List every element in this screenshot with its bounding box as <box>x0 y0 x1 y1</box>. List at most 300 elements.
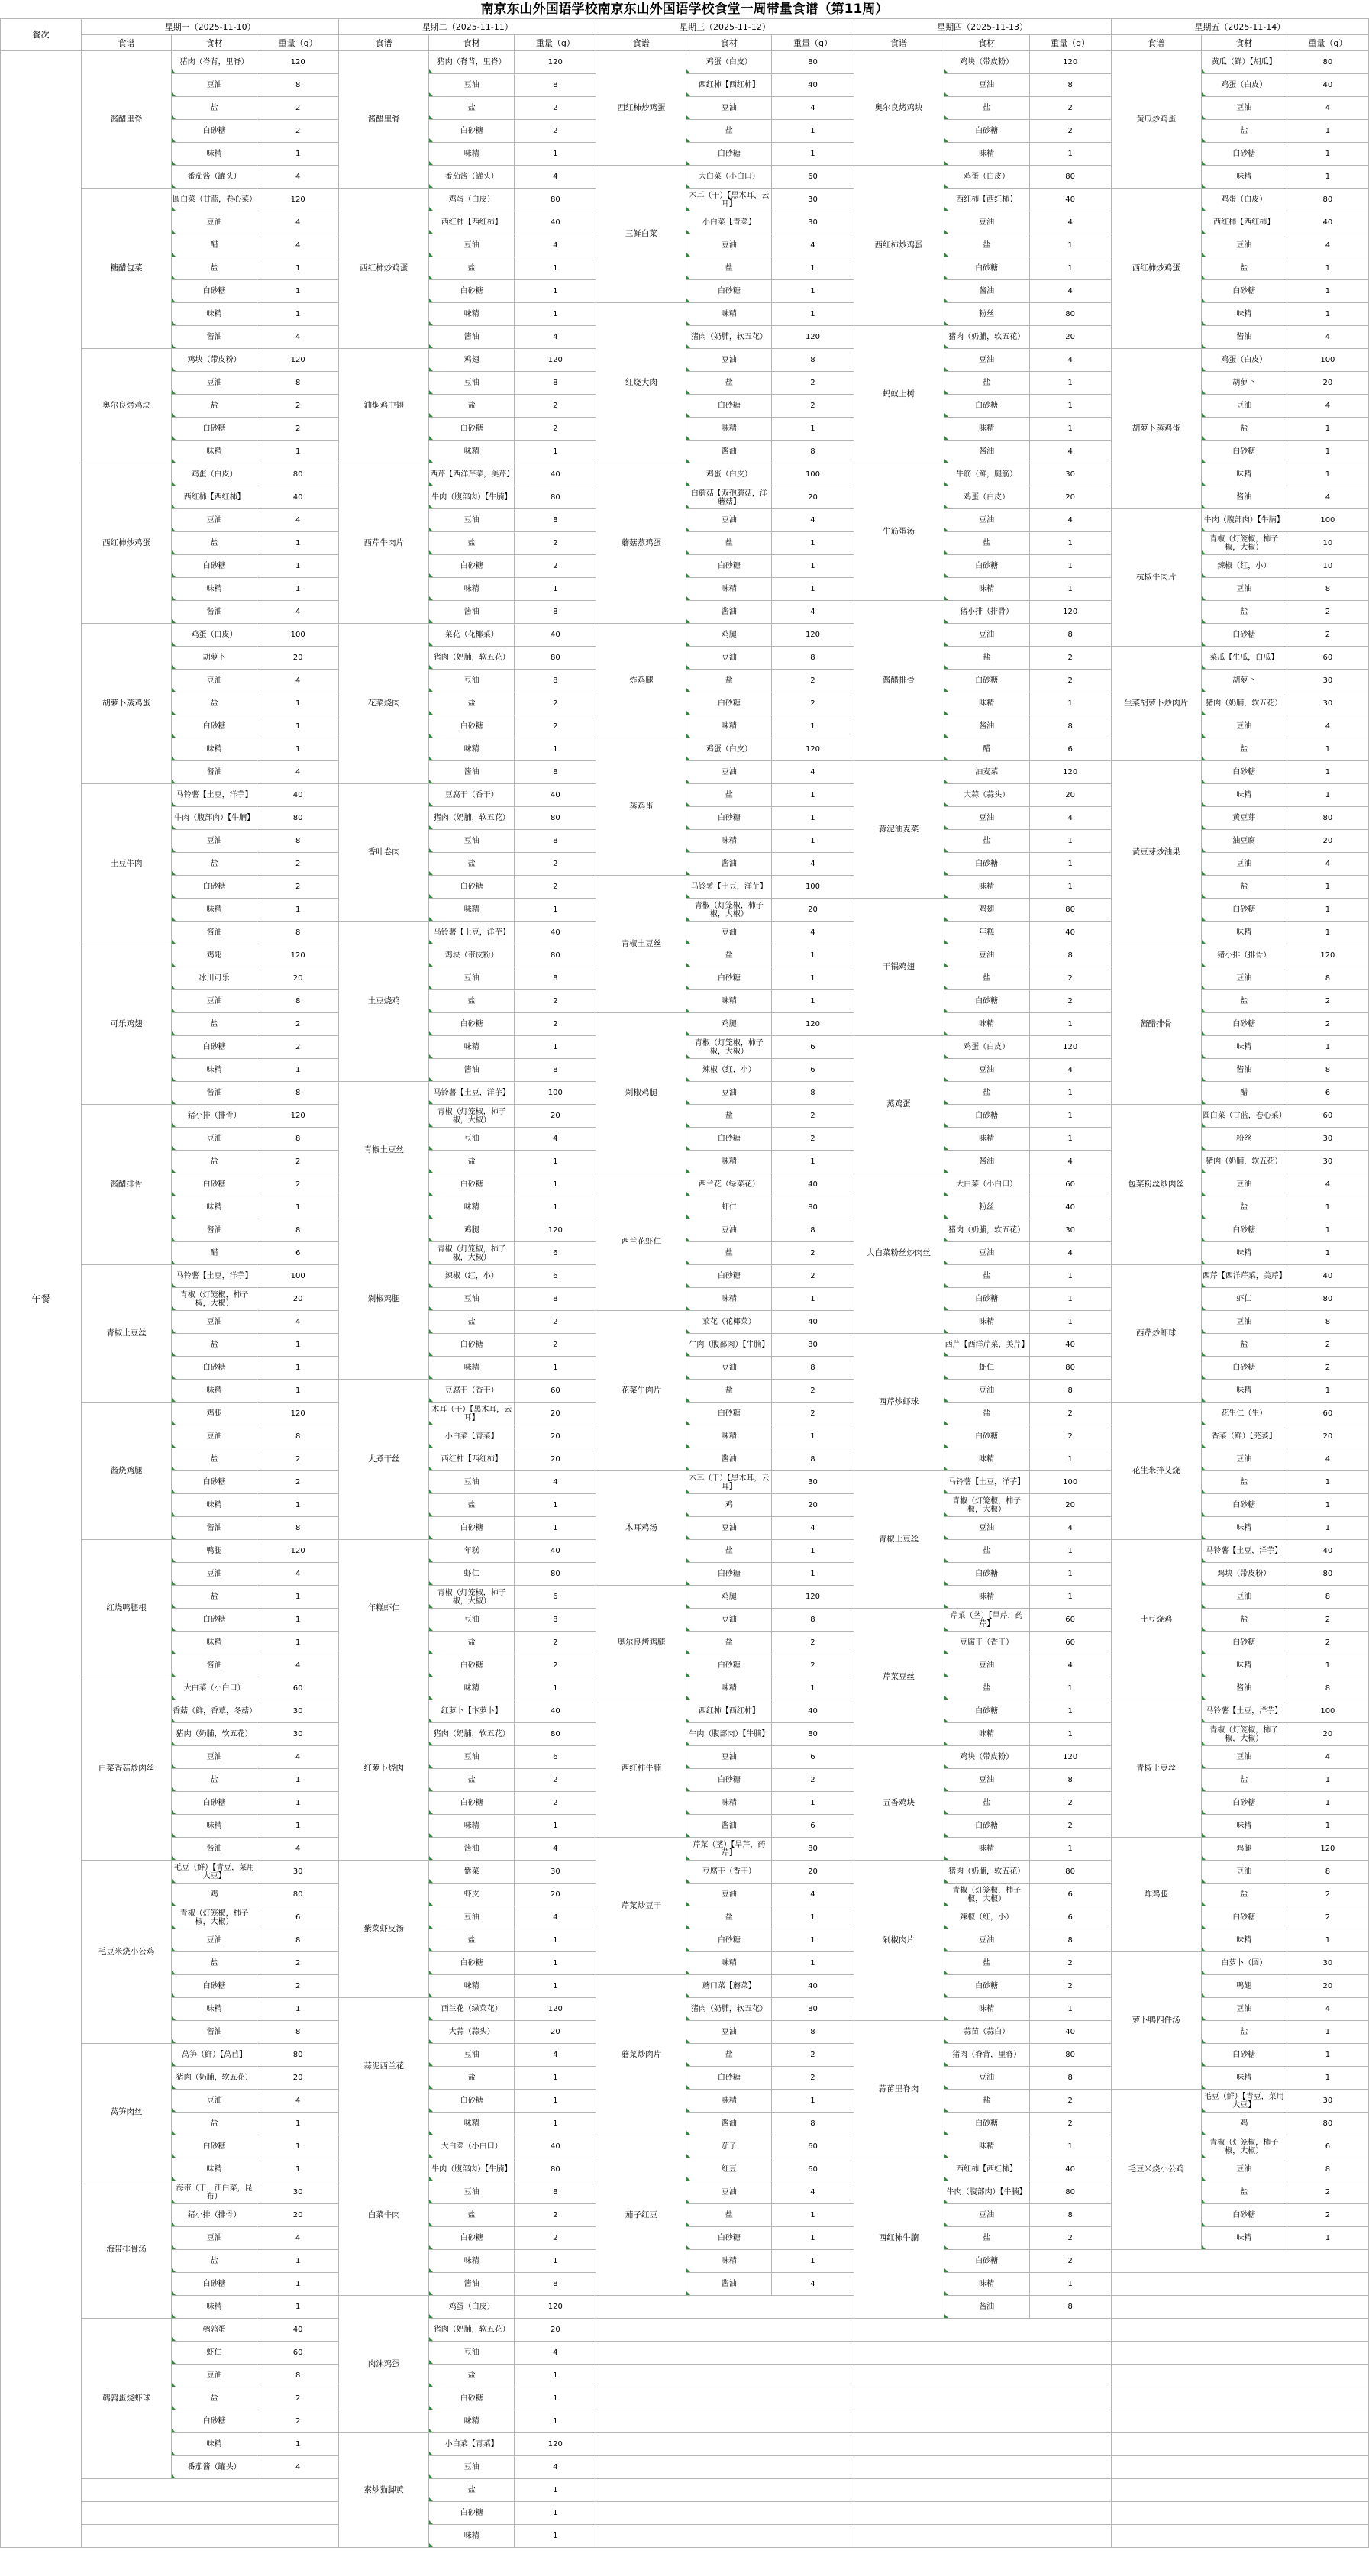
ingredient-name: 味精 <box>172 1815 257 1838</box>
ingredient-weight: 40 <box>772 1700 854 1723</box>
ingredient-name: 味精 <box>686 303 772 326</box>
ingredient-name: 鸡 <box>1201 2113 1287 2135</box>
ingredient-name: 青椒（灯笼椒，柿子椒，大椒） <box>429 1586 515 1609</box>
ingredient-name: 白砂糖 <box>1201 1792 1287 1815</box>
ingredient-name: 菜花（花椰菜） <box>429 624 515 647</box>
ingredient-weight: 10 <box>1287 555 1368 578</box>
ingredient-name: 酱油 <box>172 1219 257 1242</box>
day-header-mon: 星期一（2025-11-10） <box>82 19 339 35</box>
ingredient-weight: 6 <box>772 1815 854 1838</box>
ingredient-name: 味精 <box>944 143 1029 166</box>
ingredient-name: 猪小排（排骨） <box>944 601 1029 624</box>
ingredient-name: 豆油 <box>429 2342 515 2365</box>
ingredient-weight: 2 <box>515 120 596 143</box>
ingredient-weight: 1 <box>1029 234 1111 257</box>
ingredient-weight: 6 <box>1287 1082 1368 1105</box>
ingredient-name: 豆油 <box>1201 234 1287 257</box>
ingredient-weight: 1 <box>1029 1082 1111 1105</box>
ingredient-weight: 1 <box>1029 1013 1111 1036</box>
ingredient-name: 莴笋（鲜）【莴苣】 <box>172 2044 257 2067</box>
ingredient-name: 盐 <box>429 97 515 120</box>
ingredient-weight: 2 <box>515 715 596 738</box>
ingredient-name: 酱油 <box>429 326 515 349</box>
ingredient-name: 虾仁 <box>429 1563 515 1586</box>
ingredient-name: 白砂糖 <box>944 555 1029 578</box>
dish-name: 茄子红豆 <box>596 2135 686 2296</box>
ingredient-name: 盐 <box>686 1242 772 1265</box>
ingredient-name: 西红柿【西红柿】 <box>944 2158 1029 2181</box>
ingredient-weight: 2 <box>257 876 339 899</box>
ingredient-weight: 2 <box>515 1632 596 1654</box>
dish-name: 西芹炒虾球 <box>1111 1265 1201 1403</box>
ingredient-name: 白砂糖 <box>429 555 515 578</box>
ingredient-name: 番茄酱（罐头） <box>429 166 515 189</box>
ingredient-weight: 30 <box>257 2181 339 2204</box>
ingredient-name: 盐 <box>429 692 515 715</box>
ingredient-name: 白砂糖 <box>686 1128 772 1151</box>
day-header-fri: 星期五（2025-11-14） <box>1111 19 1368 35</box>
ingredient-name: 白砂糖 <box>172 2273 257 2296</box>
ingredient-weight: 8 <box>257 990 339 1013</box>
ingredient-weight: 1 <box>257 143 339 166</box>
ingredient-name: 豆油 <box>944 1769 1029 1792</box>
ingredient-weight: 4 <box>257 601 339 624</box>
meal-column-header: 餐次 <box>1 19 82 51</box>
ingredient-weight: 4 <box>1287 486 1368 509</box>
ingredient-weight: 1 <box>1287 738 1368 761</box>
ingredient-name: 马铃薯【土豆，洋芋】 <box>429 1082 515 1105</box>
ingredient-weight: 1 <box>772 532 854 555</box>
ingredient-name: 白砂糖 <box>944 120 1029 143</box>
ingredient-name: 酱油 <box>172 1082 257 1105</box>
ingredient-name: 豆油 <box>944 509 1029 532</box>
ingredient-weight: 1 <box>257 532 339 555</box>
ingredient-name: 盐 <box>172 1151 257 1173</box>
dish-name: 酱醋排骨 <box>82 1105 172 1265</box>
ingredient-weight: 1 <box>1029 532 1111 555</box>
ingredient-name: 豆油 <box>686 647 772 670</box>
ingredient-weight: 1 <box>772 990 854 1013</box>
ingredient-name: 鸡 <box>172 1884 257 1906</box>
ingredient-weight: 120 <box>257 1105 339 1128</box>
ingredient-name: 猪小排（排骨） <box>1201 944 1287 967</box>
ingredient-name: 大白菜（小白口） <box>686 166 772 189</box>
ingredient-name: 青椒（灯笼椒，柿子椒，大椒） <box>686 1036 772 1059</box>
empty-cell <box>596 2456 854 2479</box>
ingredient-name: 白砂糖 <box>1201 1219 1287 1242</box>
empty-cell <box>1111 2479 1368 2502</box>
ingredient-weight: 4 <box>1029 509 1111 532</box>
ingredient-name: 白砂糖 <box>944 257 1029 280</box>
menu-row <box>1 2319 1369 2342</box>
ingredient-name: 马铃薯【土豆，洋芋】 <box>172 784 257 807</box>
dish-name: 奥尔良烤鸡腿 <box>596 1586 686 1700</box>
ingredient-weight: 1 <box>257 578 339 601</box>
dish-column-header: 食谱 <box>339 35 429 51</box>
ingredient-weight: 1 <box>1287 303 1368 326</box>
ingredient-weight: 2 <box>1029 2227 1111 2250</box>
ingredient-name: 牛肉（腹部肉）【牛腩】 <box>686 1723 772 1746</box>
ingredient-weight: 4 <box>772 2273 854 2296</box>
ingredient-weight: 40 <box>515 624 596 647</box>
ingredient-weight: 120 <box>772 1586 854 1609</box>
ingredient-name: 猪小排（排骨） <box>172 1105 257 1128</box>
ingredient-name: 豆油 <box>429 830 515 853</box>
ingredient-weight: 8 <box>515 372 596 395</box>
dish-name: 黄豆芽炒油果 <box>1111 761 1201 944</box>
empty-cell <box>1111 2296 1368 2319</box>
ingredient-name: 辣椒（红，小） <box>686 1059 772 1082</box>
ingredient-weight: 4 <box>1029 1654 1111 1677</box>
ingredient-weight: 8 <box>1029 74 1111 97</box>
ingredient-weight: 2 <box>257 1013 339 1036</box>
ingredient-weight: 8 <box>257 1128 339 1151</box>
ingredient-name: 豆油 <box>429 509 515 532</box>
ingredient-name: 鸭翅 <box>1201 1975 1287 1998</box>
ingredient-name: 鸡腿 <box>429 1219 515 1242</box>
ingredient-weight: 100 <box>772 463 854 486</box>
ingredient-name: 豆油 <box>1201 1746 1287 1769</box>
ingredient-name: 白砂糖 <box>944 1815 1029 1838</box>
ingredient-name: 鸡蛋（白皮） <box>172 624 257 647</box>
ingredient-weight: 120 <box>772 624 854 647</box>
dish-name: 糖醋包菜 <box>82 189 172 349</box>
empty-cell <box>1111 2319 1368 2342</box>
ingredient-name: 酱油 <box>944 2296 1029 2319</box>
menu-row <box>1 2342 1369 2365</box>
ingredient-weight: 1 <box>1287 1380 1368 1403</box>
ingredient-name: 白砂糖 <box>686 2227 772 2250</box>
ingredient-name: 大白菜（小白口） <box>172 1677 257 1700</box>
ingredient-weight: 20 <box>1287 1425 1368 1448</box>
ingredient-weight: 2 <box>772 1265 854 1288</box>
ingredient-weight: 4 <box>1287 1173 1368 1196</box>
ingredient-name: 冰川可乐 <box>172 967 257 990</box>
dish-name: 西芹牛肉片 <box>339 463 429 624</box>
ingredient-name: 香菜（鲜）【芫荽】 <box>1201 1425 1287 1448</box>
empty-cell <box>1111 2387 1368 2410</box>
ingredient-name: 白砂糖 <box>172 1471 257 1494</box>
ingredient-name: 辣椒（红，小） <box>429 1265 515 1288</box>
ingredient-weight: 1 <box>257 899 339 922</box>
menu-row <box>1 1700 1369 1723</box>
ingredient-name: 豆油 <box>172 830 257 853</box>
ingredient-name: 豆油 <box>429 234 515 257</box>
dish-name: 剁椒鸡腿 <box>339 1219 429 1380</box>
ingredient-name: 味精 <box>686 1677 772 1700</box>
ingredient-name: 豆腐干（香干） <box>429 784 515 807</box>
ingredient-name: 白砂糖 <box>172 280 257 303</box>
ingredient-name: 味精 <box>172 1380 257 1403</box>
dish-name: 青椒土豆丝 <box>339 1082 429 1219</box>
page-title: 南京东山外国语学校南京东山外国语学校食堂一周带量食谱（第11周） <box>480 2 889 17</box>
ingredient-weight: 4 <box>772 234 854 257</box>
ingredient-name: 白砂糖 <box>1201 899 1287 922</box>
ingredient-name: 盐 <box>944 647 1029 670</box>
dish-name: 蚂蚁上树 <box>854 326 944 463</box>
ingredient-name: 盐 <box>686 1906 772 1929</box>
ingredient-name: 猪肉（奶脯，软五花） <box>686 1998 772 2021</box>
ingredient-name: 酱油 <box>172 922 257 944</box>
ingredient-name: 味精 <box>1201 463 1287 486</box>
ingredient-name: 盐 <box>944 2227 1029 2250</box>
ingredient-name: 盐 <box>686 1380 772 1403</box>
ingredient-name: 盐 <box>944 1952 1029 1975</box>
ingredient-name: 年糕 <box>944 922 1029 944</box>
ingredient-name: 盐 <box>172 1769 257 1792</box>
dish-column-header: 食谱 <box>854 35 944 51</box>
ingredient-name: 盐 <box>172 692 257 715</box>
ingredient-name: 豆油 <box>686 509 772 532</box>
ingredient-weight: 1 <box>1287 2067 1368 2090</box>
ingredient-weight: 1 <box>772 418 854 441</box>
ingredient-weight: 1 <box>1287 418 1368 441</box>
dish-name: 海带排骨汤 <box>82 2181 172 2319</box>
ingredient-weight: 1 <box>257 2273 339 2296</box>
ingredient-weight: 1 <box>257 2250 339 2273</box>
ingredient-weight: 40 <box>1287 211 1368 234</box>
ingredient-name: 大白菜（小白口） <box>429 2135 515 2158</box>
empty-cell <box>1111 2456 1368 2479</box>
ingredient-weight: 2 <box>257 418 339 441</box>
ingredient-weight: 1 <box>772 1952 854 1975</box>
ingredient-name: 味精 <box>686 2250 772 2273</box>
ingredient-weight: 80 <box>1029 1861 1111 1884</box>
ingredient-weight: 1 <box>1287 2021 1368 2044</box>
dish-name: 西兰花虾仁 <box>596 1173 686 1311</box>
ingredient-name: 味精 <box>429 899 515 922</box>
ingredient-name: 豆油 <box>429 967 515 990</box>
ingredient-weight: 60 <box>257 1677 339 1700</box>
ingredient-name: 鸭腿 <box>172 1540 257 1563</box>
ingredient-name: 盐 <box>1201 2181 1287 2204</box>
ingredient-name: 青椒（灯笼椒，柿子椒，大椒） <box>429 1105 515 1128</box>
empty-cell <box>596 2525 854 2548</box>
ingredient-name: 毛豆（鲜）【青豆，菜用大豆】 <box>172 1861 257 1884</box>
ingredient-weight: 20 <box>515 1403 596 1425</box>
ingredient-name: 豆油 <box>944 624 1029 647</box>
ingredient-name: 豆油 <box>944 1380 1029 1403</box>
ingredient-weight: 2 <box>515 853 596 876</box>
ingredient-weight: 2 <box>257 97 339 120</box>
ingredient-weight: 20 <box>1287 830 1368 853</box>
ingredient-weight: 120 <box>257 944 339 967</box>
ingredient-weight: 2 <box>515 1654 596 1677</box>
ingredient-weight: 80 <box>1029 899 1111 922</box>
ingredient-name: 鸡腿 <box>1201 1838 1287 1861</box>
ingredient-weight: 4 <box>772 601 854 624</box>
ingredient-weight: 1 <box>1029 257 1111 280</box>
ingredient-weight: 1 <box>1287 463 1368 486</box>
ingredient-name: 盐 <box>429 990 515 1013</box>
ingredient-weight: 2 <box>1029 1403 1111 1425</box>
ingredient-name: 白砂糖 <box>1201 761 1287 784</box>
ingredient-weight: 1 <box>257 441 339 463</box>
ingredient-weight: 80 <box>1029 2181 1111 2204</box>
ingredient-name: 豆油 <box>172 1311 257 1334</box>
ingredient-name: 豆油 <box>944 1059 1029 1082</box>
ingredient-name: 白砂糖 <box>172 876 257 899</box>
ingredient-weight: 60 <box>515 1380 596 1403</box>
ingredient-weight: 1 <box>515 1929 596 1952</box>
ingredient-name: 盐 <box>944 1082 1029 1105</box>
ingredient-name: 味精 <box>944 1998 1029 2021</box>
ingredient-weight: 2 <box>257 2410 339 2433</box>
ingredient-weight: 1 <box>1029 1448 1111 1471</box>
ingredient-weight: 8 <box>1029 624 1111 647</box>
ingredient-weight: 20 <box>1029 1494 1111 1517</box>
ingredient-weight: 4 <box>257 211 339 234</box>
dish-name: 油焖鸡中翅 <box>339 349 429 463</box>
ingredient-name: 盐 <box>944 967 1029 990</box>
ingredient-weight: 6 <box>515 1586 596 1609</box>
ingredient-name: 白砂糖 <box>429 1952 515 1975</box>
ingredient-weight: 60 <box>1287 1403 1368 1425</box>
ingredient-name: 味精 <box>686 418 772 441</box>
ingredient-weight: 2 <box>1029 1425 1111 1448</box>
ingredient-weight: 1 <box>1287 1517 1368 1540</box>
ingredient-weight: 1 <box>1287 876 1368 899</box>
ingredient-name: 鸡腿 <box>172 1403 257 1425</box>
ingredient-name: 豆油 <box>429 1609 515 1632</box>
ingredient-name: 味精 <box>429 441 515 463</box>
ingredient-weight: 120 <box>1029 601 1111 624</box>
dish-name: 青椒土豆丝 <box>1111 1700 1201 1838</box>
ingredient-name: 酱油 <box>944 715 1029 738</box>
ingredient-name: 白砂糖 <box>429 876 515 899</box>
ingredient-weight: 30 <box>1029 463 1111 486</box>
ingredient-name: 味精 <box>686 1151 772 1173</box>
ingredient-weight: 2 <box>515 990 596 1013</box>
ingredient-name: 豆油 <box>944 2067 1029 2090</box>
ingredient-weight: 1 <box>1029 555 1111 578</box>
ingredient-weight: 120 <box>1029 51 1111 74</box>
ingredient-weight: 1 <box>772 967 854 990</box>
ingredient-name: 豆油 <box>686 1219 772 1242</box>
ingredient-weight: 1 <box>1287 1929 1368 1952</box>
ingredient-weight: 6 <box>257 1906 339 1929</box>
ingredient-name: 豆油 <box>944 1929 1029 1952</box>
ingredient-weight: 2 <box>257 1173 339 1196</box>
ingredient-weight: 1 <box>257 2113 339 2135</box>
ingredient-weight: 80 <box>1287 807 1368 830</box>
ingredient-weight: 1 <box>515 1151 596 1173</box>
ingredient-name: 盐 <box>429 1929 515 1952</box>
dish-name: 西红柿炒鸡蛋 <box>1111 189 1201 349</box>
ingredient-name: 鸡 <box>686 1494 772 1517</box>
ingredient-name: 味精 <box>944 1311 1029 1334</box>
ingredient-name: 盐 <box>686 784 772 807</box>
ingredient-name: 白砂糖 <box>172 418 257 441</box>
ingredient-name: 胡萝卜 <box>1201 372 1287 395</box>
ingredient-name: 白砂糖 <box>1201 2044 1287 2067</box>
ingredient-weight: 30 <box>1287 670 1368 692</box>
ingredient-weight: 8 <box>515 1288 596 1311</box>
ingredient-name: 盐 <box>1201 2021 1287 2044</box>
ingredient-name: 圆白菜（甘蓝，卷心菜） <box>172 189 257 211</box>
ingredient-weight: 80 <box>772 1838 854 1861</box>
ingredient-name: 豆油 <box>429 2456 515 2479</box>
weight-column-header: 重量（g） <box>515 35 596 51</box>
ingredient-weight: 120 <box>257 1540 339 1563</box>
ingredient-weight: 1 <box>1287 1815 1368 1838</box>
ingredient-name: 豆油 <box>429 2181 515 2204</box>
ingredient-name: 盐 <box>686 1540 772 1563</box>
ingredient-weight: 8 <box>257 830 339 853</box>
ingredient-weight: 2 <box>515 2227 596 2250</box>
ingredient-name: 豆油 <box>944 807 1029 830</box>
ingredient-weight: 20 <box>1029 486 1111 509</box>
ingredient-name: 粉丝 <box>944 1196 1029 1219</box>
ingredient-name: 豆油 <box>944 349 1029 372</box>
ingredient-weight: 2 <box>772 1380 854 1403</box>
ingredient-weight: 6 <box>772 1746 854 1769</box>
ingredient-weight: 30 <box>772 1471 854 1494</box>
dish-name: 奥尔良烤鸡块 <box>82 349 172 463</box>
ingredient-weight: 1 <box>772 807 854 830</box>
ingredient-weight: 2 <box>515 1311 596 1334</box>
ingredient-weight: 2 <box>772 1105 854 1128</box>
ingredient-name: 豆油 <box>429 372 515 395</box>
column-header-row <box>1 35 1369 51</box>
ingredient-weight: 1 <box>257 303 339 326</box>
dish-name: 西红柿炒鸡蛋 <box>854 166 944 326</box>
ingredient-name: 盐 <box>172 1334 257 1357</box>
ingredient-name: 味精 <box>944 578 1029 601</box>
ingredient-name: 醋 <box>172 234 257 257</box>
ingredient-name: 盐 <box>1201 257 1287 280</box>
empty-cell <box>596 2479 854 2502</box>
weight-column-header: 重量（g） <box>257 35 339 51</box>
empty-cell <box>596 2319 854 2342</box>
ingredient-name: 味精 <box>1201 1380 1287 1403</box>
ingredient-weight: 80 <box>515 486 596 509</box>
dish-name: 红烧鸭腿根 <box>82 1540 172 1677</box>
ingredient-weight: 60 <box>772 2158 854 2181</box>
ingredient-weight: 2 <box>1287 1884 1368 1906</box>
ingredient-weight: 30 <box>772 211 854 234</box>
ingredient-name: 盐 <box>429 257 515 280</box>
ingredient-weight: 1 <box>515 143 596 166</box>
ingredient-name: 鸡块（带皮粉） <box>944 51 1029 74</box>
ingredient-weight: 120 <box>257 349 339 372</box>
dish-name: 剁椒鸡腿 <box>596 1013 686 1173</box>
ingredient-name: 盐 <box>686 2044 772 2067</box>
ingredient-weight: 8 <box>515 830 596 853</box>
ingredient-weight: 60 <box>1287 647 1368 670</box>
ingredient-weight: 1 <box>1287 2227 1368 2250</box>
ingredient-weight: 120 <box>772 738 854 761</box>
ingredient-name: 白砂糖 <box>172 555 257 578</box>
dish-name: 鹌鹑蛋烧虾球 <box>82 2319 172 2479</box>
ingredient-name: 白砂糖 <box>429 418 515 441</box>
ingredient-weight: 1 <box>772 303 854 326</box>
ingredient-weight: 2 <box>1287 2204 1368 2227</box>
ingredient-weight: 1 <box>1029 395 1111 418</box>
ingredient-weight: 20 <box>772 1861 854 1884</box>
ingredient-name: 盐 <box>1201 418 1287 441</box>
ingredient-weight: 2 <box>515 876 596 899</box>
ingredient-name: 西兰花（绿菜花） <box>429 1998 515 2021</box>
ingredient-name: 盐 <box>1201 876 1287 899</box>
ingredient-column-header: 食材 <box>429 35 515 51</box>
empty-cell <box>1111 2342 1368 2365</box>
ingredient-name: 白砂糖 <box>172 120 257 143</box>
ingredient-weight: 1 <box>257 2135 339 2158</box>
ingredient-name: 鸡蛋（白皮） <box>686 51 772 74</box>
ingredient-weight: 30 <box>1287 692 1368 715</box>
ingredient-weight: 120 <box>1287 1838 1368 1861</box>
